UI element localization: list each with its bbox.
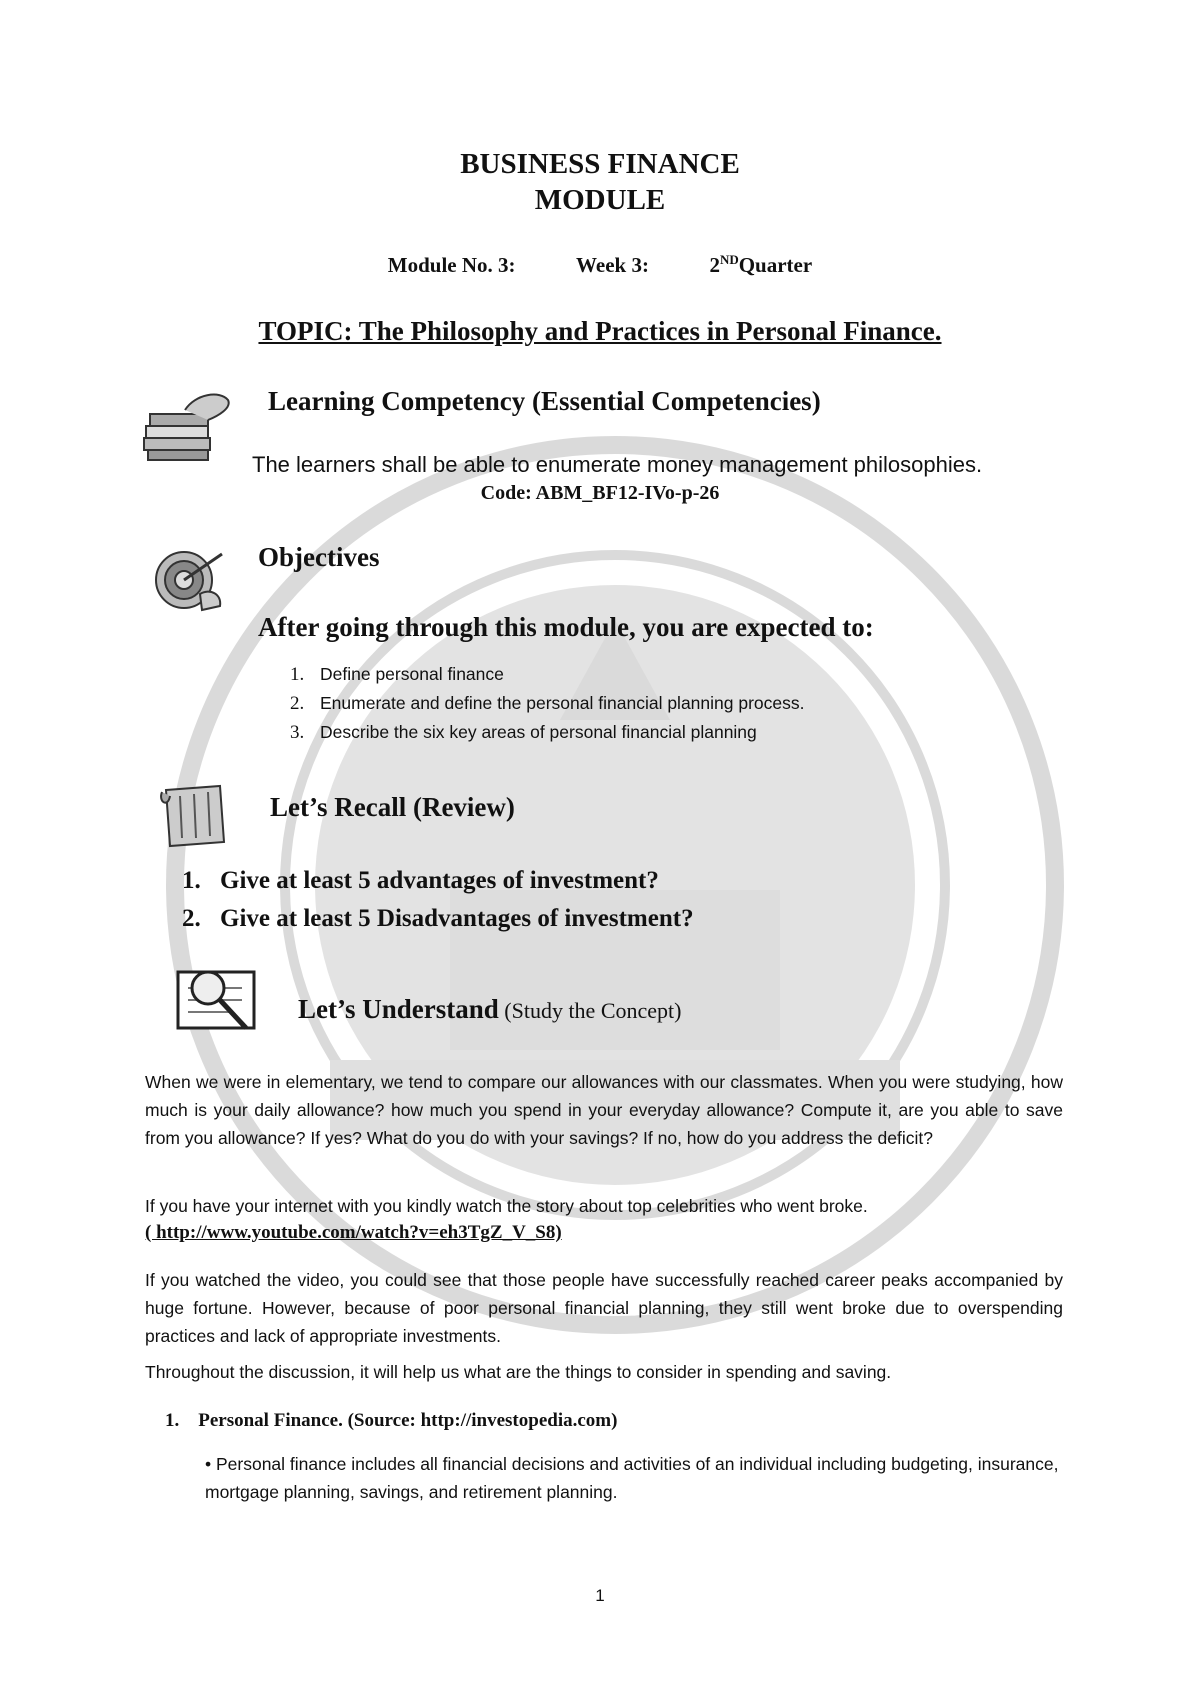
topic-heading: TOPIC: The Philosophy and Practices in Personal Finance. [258,316,942,346]
module-number: Module No. 3: [387,253,516,277]
paragraph-allowance: When we were in elementary, we tend to compare our allowances with our classmates. When you were studying, how much is your daily allowance? how much you spend in your everyday allowance? Compute it, are you able to save from you allowance? If yes? What do you do with your savings? If no, how do you address the deficit? [145,1072,1063,1148]
target-icon [152,544,230,614]
page-number: 1 [595,1586,605,1605]
quarter: 2NDQuarter [709,252,813,277]
competency-heading: Learning Competency (Essential Competencies) [268,386,821,416]
objectives-heading: Objectives [258,542,380,572]
personal-finance-bullet: • Personal finance includes all financial decisions and activities of an individual including budgeting, insurance, mortgage planning, savings, and retirement planning. [205,1454,1059,1502]
personal-finance-heading: 1. Personal Finance. (Source: http://investopedia.com) [165,1410,618,1431]
objectives-list [290,660,805,747]
title-line-1: BUSINESS FINANCE [460,148,740,180]
objectives-intro: After going through this module, you are expected to: [258,612,874,642]
list-item: 1. Give at least 5 advantages of investment? [182,867,659,894]
scroll-icon [158,782,238,852]
recall-heading: Let’s Recall (Review) [270,792,515,822]
competency-statement: The learners shall be able to enumerate money management philosophies. [252,452,983,477]
list-item: 2. Give at least 5 Disadvantages of investment? [182,905,694,932]
module-meta [0,252,1200,278]
document-title [0,146,1200,218]
title-line-2: MODULE [534,184,666,216]
list-item: 2. Enumerate and define the personal financial planning process. [290,693,805,714]
magnifier-document-icon [172,966,264,1038]
paragraph-discussion: Throughout the discussion, it will help us what are the things to consider in spending and saving. [145,1362,892,1382]
paragraph-video-explanation: If you watched the video, you could see that those people have successfully reached career peaks accompanied by huge fortune. However, because of poor personal financial planning, they still went broke due to overspending practices and lack of appropriate investments. [145,1270,1063,1346]
list-item: 3. Describe the six key areas of personal financial planning [290,722,757,743]
list-item: 1. Define personal finance [290,664,504,685]
books-icon [140,386,235,464]
youtube-link[interactable]: ( http://www.youtube.com/watch?v=eh3TgZ_V_S8) [145,1222,562,1243]
competency-code: Code: ABM_BF12-IVo-p-26 [480,482,720,504]
recall-list [182,862,694,938]
understand-heading: Let’s Understand (Study the Concept) [298,994,682,1024]
paragraph-watch-story: If you have your internet with you kindly watch the story about top celebrities who went broke. [145,1196,868,1216]
week-number: Week 3: [576,253,649,277]
